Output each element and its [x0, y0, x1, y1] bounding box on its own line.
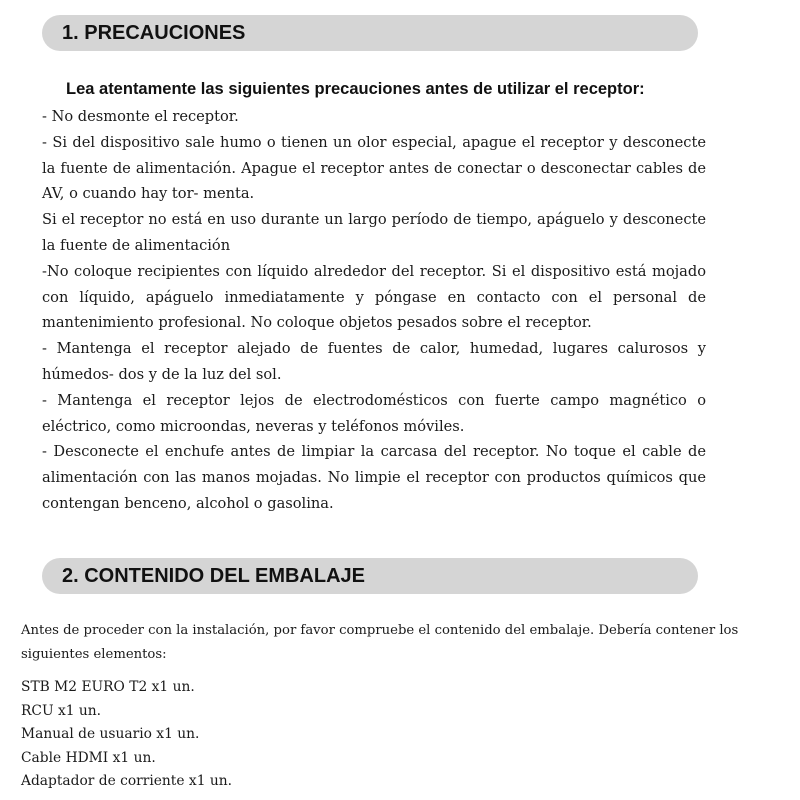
package-item: Cable HDMI x1 un.	[21, 749, 156, 766]
precaution-item: - Mantenga el receptor lejos de electrodomésticos con fuerte campo magnético o eléctrico, como microondas, neveras y teléfonos móviles.	[42, 391, 706, 435]
section-header-package	[42, 558, 698, 594]
section-header-precautions	[42, 15, 698, 51]
precaution-item: - Desconecte el enchufe antes de limpiar la carcasa del receptor. No toque el cable de alimentación con las manos mojadas. No limpie el receptor con productos químicos que contengan benceno, alcohol o gasolina.	[42, 443, 706, 512]
package-item: RCU x1 un.	[21, 702, 102, 719]
precaution-item: -No coloque recipientes con líquido alrededor del receptor. Si el dispositivo está mojado con líquido, apáguelo inmediatamente y póngase en contacto con el personal de mantenimiento profesional. No coloque objetos pesados sobre el receptor.	[42, 262, 706, 332]
package-contents-list	[21, 676, 232, 794]
precaution-item: - Si del dispositivo sale humo o tienen un olor especial, apague el receptor y desconecte la fuente de alimentación. Apague el receptor antes de conectar o desconectar cables de AV, o cuando hay tor- menta.	[42, 133, 706, 203]
package-item: Manual de usuario x1 un.	[21, 726, 200, 742]
package-intro: Antes de proceder con la instalación, por favor compruebe el contenido del embalaje. Debería contener los siguientes elementos:	[21, 623, 739, 662]
precaution-item: Si el receptor no está en uso durante un largo período de tiempo, apáguelo y desconecte la fuente de alimentación	[42, 211, 706, 254]
precautions-intro: Lea atentamente las siguientes precauciones antes de utilizar el receptor:	[66, 80, 645, 98]
package-item: Adaptador de corriente x1 un.	[21, 773, 233, 789]
section-title: 1. PRECAUCIONES	[62, 21, 246, 44]
precaution-item: - Mantenga el receptor alejado de fuentes de calor, humedad, lugares calurosos y húmedos- dos y de la luz del sol.	[42, 340, 706, 383]
package-item: STB M2 EURO T2 x1 un.	[21, 679, 195, 695]
precautions-list	[42, 104, 706, 517]
precaution-item: - No desmonte el receptor.	[42, 108, 239, 125]
section-title: 2. CONTENIDO DEL EMBALAJE	[62, 564, 365, 587]
